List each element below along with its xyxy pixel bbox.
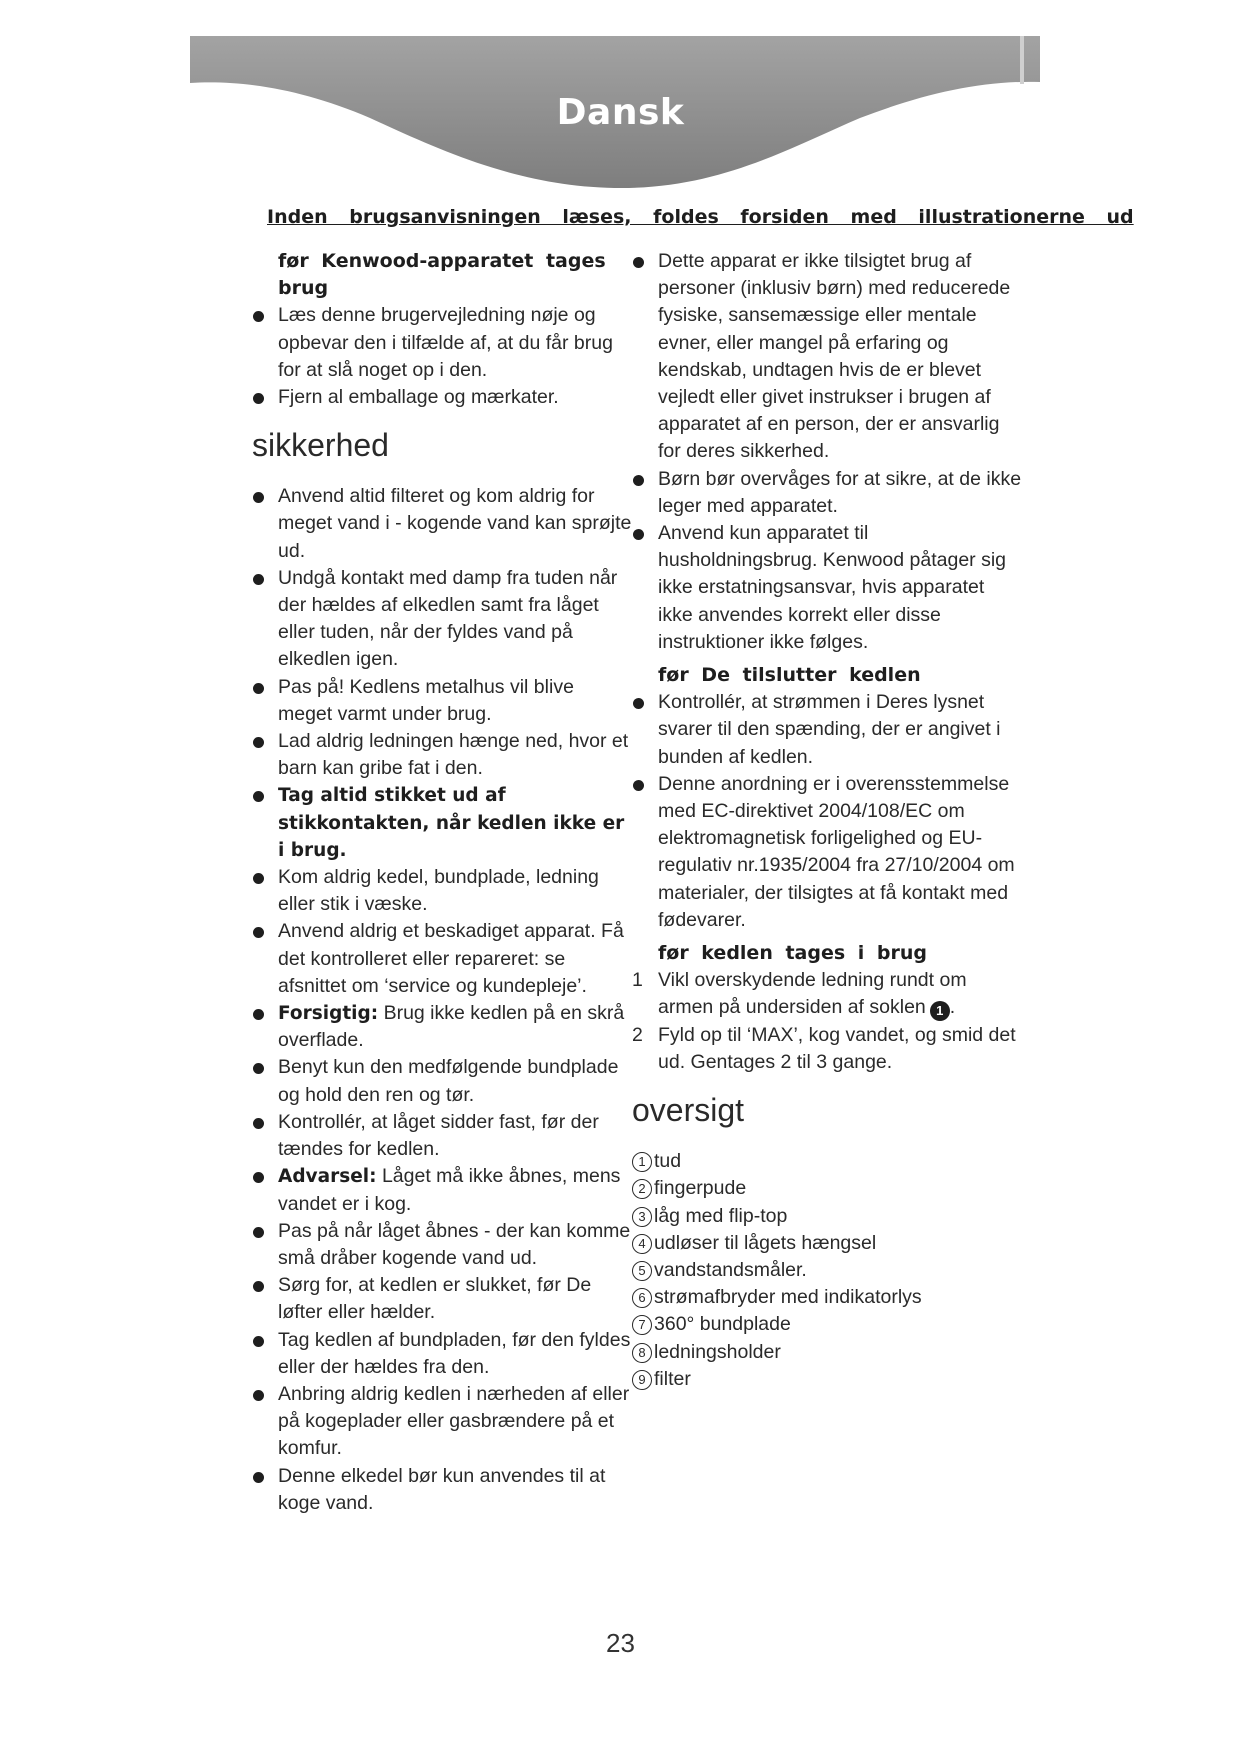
overview-label: filter	[654, 1367, 691, 1390]
list-item: Kom aldrig kedel, bundplade, ledning eller stik i væske.	[252, 864, 632, 918]
overview-label: låg med flip-top	[654, 1204, 788, 1227]
overview-item	[632, 1148, 1022, 1175]
number-circle-icon: 2	[632, 1179, 652, 1199]
overview-label: 360° bundplade	[654, 1313, 791, 1336]
list-item: Tag kedlen af bundpladen, før den fyldes eller der hældes fra den.	[252, 1327, 632, 1381]
list-item: Lad aldrig ledningen hænge ned, hvor et barn kan gribe fat i den.	[252, 728, 632, 782]
list-item: Kontrollér, at låget sidder fast, før der tændes for kedlen.	[252, 1109, 632, 1163]
overview-title: oversigt	[632, 1092, 745, 1129]
step-2	[632, 1022, 1022, 1076]
warning-text: Låget må ikke åbnes, mens vandet er i kog.	[278, 1165, 621, 1215]
safety-title: sikkerhed	[252, 427, 389, 464]
overview-label: strømafbryder med indikatorlys	[654, 1286, 922, 1309]
step-text-end: .	[949, 996, 956, 1019]
before-use-heading: før Kenwood-apparatet tages brug	[278, 250, 606, 300]
number-circle-icon: 4	[632, 1234, 652, 1254]
list-item: Anvend aldrig et beskadiget apparat. Få det kontrolleret eller repareret: se afsnittet om ‘service og kundepleje’.	[252, 918, 632, 1000]
overview-label: fingerpude	[654, 1177, 747, 1200]
list-item: Anbring aldrig kedlen i nærheden af eller på kogeplader eller gasbrændere på et komfur.	[252, 1381, 632, 1463]
overview-item	[632, 1366, 1022, 1393]
number-circle-icon: 3	[632, 1207, 652, 1227]
step-number: 2	[632, 1023, 643, 1046]
step-text: Vikl overskydende ledning rundt om armen på undersiden af soklen	[658, 969, 967, 1019]
list-item: Pas på! Kedlens metalhus vil blive meget varmt under brug.	[252, 674, 632, 728]
number-circle-icon: 8	[632, 1343, 652, 1363]
number-circle-icon: 5	[632, 1261, 652, 1281]
left-column	[252, 248, 632, 1517]
before-connect-heading: før De tilslutter kedlen	[658, 664, 921, 687]
list-item: Anvend altid filteret og kom aldrig for meget vand i - kogende vand kan sprøjte ud.	[252, 483, 632, 565]
list-item: Sørg for, at kedlen er slukket, før De løfter eller hælder.	[252, 1272, 632, 1326]
list-item: Pas på når låget åbnes - der kan komme små dråber kogende vand ud.	[252, 1218, 632, 1272]
page-number: 23	[606, 1628, 635, 1658]
right-column	[632, 248, 1022, 1393]
list-item: Fjern al emballage og mærkater.	[252, 384, 632, 411]
list-item	[252, 1163, 632, 1217]
step-number: 1	[632, 969, 643, 992]
list-item: Undgå kontakt med damp fra tuden når der hældes af elkedlen samt fra låget eller tuden, når der fyldes vand på elkedlen igen.	[252, 565, 632, 674]
overview-label: udløser til lågets hængsel	[654, 1231, 877, 1254]
list-item: Kontrollér, at strømmen i Deres lysnet svarer til den spænding, der er angivet i bunden af kedlen.	[632, 689, 1022, 771]
caution-text: Brug ikke kedlen på en skrå overflade.	[278, 1002, 625, 1052]
overview-item	[632, 1284, 1022, 1311]
overview-item	[632, 1339, 1022, 1366]
overview-label: ledningsholder	[654, 1340, 781, 1363]
overview-item	[632, 1230, 1022, 1257]
number-circle-icon: 7	[632, 1315, 652, 1335]
overview-label: tud	[654, 1150, 682, 1173]
overview-item	[632, 1311, 1022, 1338]
first-use-heading: før kedlen tages i brug	[658, 942, 927, 965]
list-item-bold: Tag altid stikket ud af stikkontakten, når kedlen ikke er i brug.	[252, 782, 632, 864]
list-item: Anvend kun apparatet til husholdningsbrug. Kenwood påtager sig ikke erstatningsansvar, hvis apparatet ikke anvendes korrekt eller disse instruktioner ikke følges.	[632, 520, 1022, 656]
list-item: Denne elkedel bør kun anvendes til at koge vand.	[252, 1463, 632, 1517]
list-item: Denne anordning er i overensstemmelse med EC-direktivet 2004/108/EC om elektromagnetisk forligelighed og EU-regulativ nr.1935/2004 fra 27/10/2004 om materialer, der tilsigtes at få kontakt med fødevarer.	[632, 771, 1022, 934]
intro-instruction: Inden brugsanvisningen læses, foldes forsiden med illustrationerne ud	[267, 206, 1134, 228]
step-1	[632, 967, 1022, 1021]
page-title: Dansk	[556, 92, 685, 133]
overview-item	[632, 1203, 1022, 1230]
list-item: Benyt kun den medfølgende bundplade og hold den ren og tør.	[252, 1054, 632, 1108]
number-circle-icon: 1	[632, 1152, 652, 1172]
list-item	[252, 1000, 632, 1054]
number-circle-icon: 9	[632, 1370, 652, 1390]
overview-item	[632, 1175, 1022, 1202]
warning-label: Advarsel:	[278, 1166, 377, 1188]
caution-label: Forsigtig:	[278, 1003, 379, 1025]
overview-item	[632, 1257, 1022, 1284]
overview-label: vandstandsmåler.	[654, 1258, 807, 1281]
number-circle-icon: 6	[632, 1288, 652, 1308]
list-item: Børn bør overvåges for at sikre, at de ikke leger med apparatet.	[632, 466, 1022, 520]
step-text: Fyld op til ‘MAX’, kog vandet, og smid det ud. Gentages 2 til 3 gange.	[658, 1023, 1016, 1073]
list-item: Læs denne brugervejledning nøje og opbevar den i tilfælde af, at du får brug for at slå noget op i den.	[252, 302, 632, 384]
figure-ref-1-icon: 1	[930, 1001, 950, 1021]
list-item: Dette apparat er ikke tilsigtet brug af personer (inklusiv børn) med reducerede fysiske, sansemæssige eller mentale evner, eller mangel på erfaring og kendskab, undtagen hvis de er blevet vejledt eller givet instrukser i brugen af apparatet af en person, der er ansvarlig for deres sikkerhed.	[632, 248, 1022, 466]
